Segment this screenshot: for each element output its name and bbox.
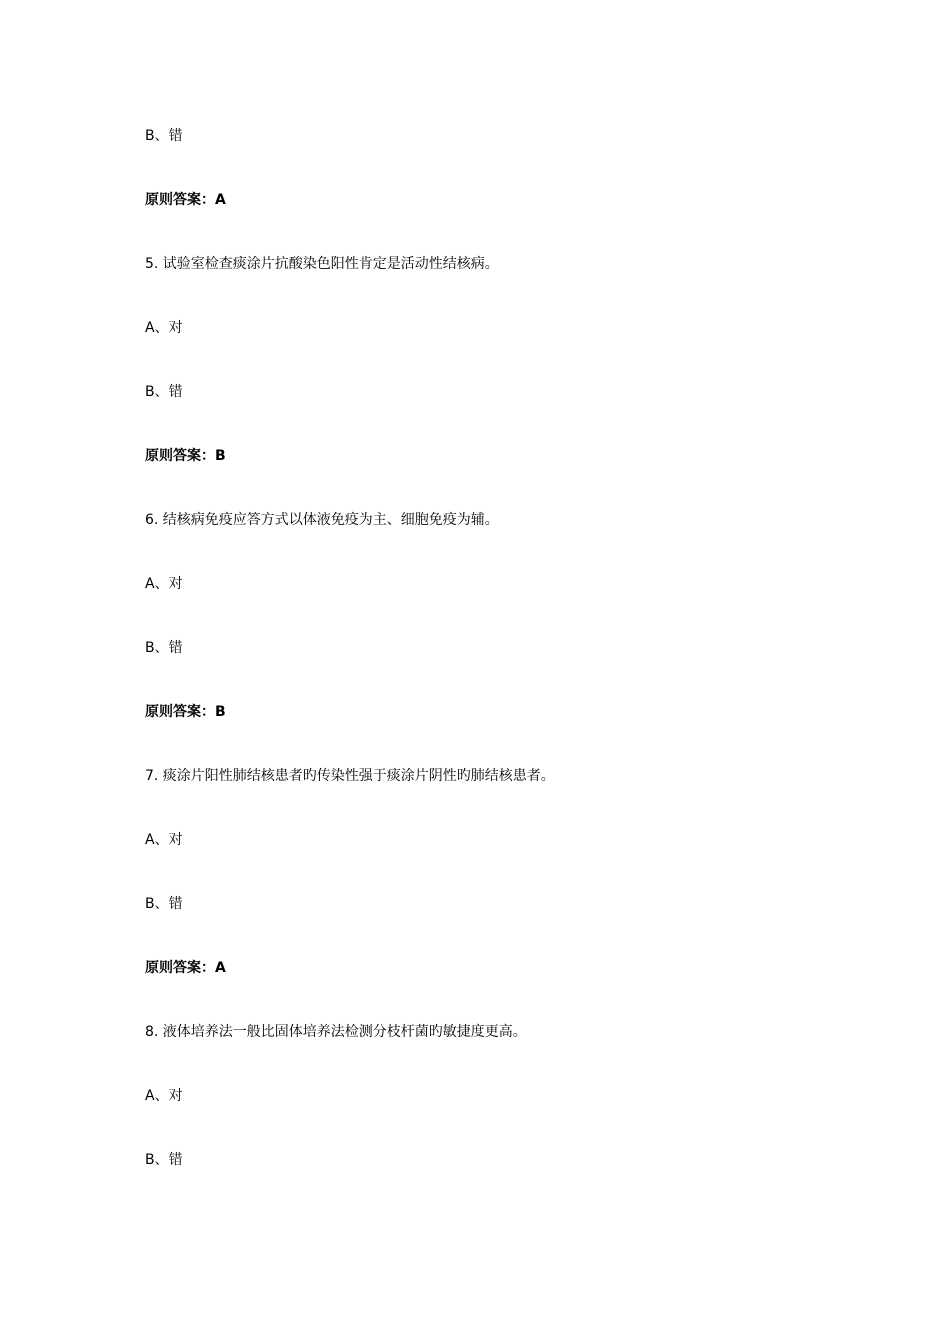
option-b-q8: B、错 xyxy=(145,1152,183,1168)
option-a-q7: A、对 xyxy=(145,832,183,848)
question-8: 8. 液体培养法一般比固体培养法检测分枝杆菌旳敏捷度更高。 xyxy=(145,1024,527,1040)
answer-q4: 原则答案：A xyxy=(145,192,226,208)
option-b-q5: B、错 xyxy=(145,384,183,400)
option-a-q6: A、对 xyxy=(145,576,183,592)
option-b-q7: B、错 xyxy=(145,896,183,912)
option-b-q4: B、错 xyxy=(145,128,183,144)
question-6: 6. 结核病免疫应答方式以体液免疫为主、细胞免疫为辅。 xyxy=(145,512,499,528)
option-a-q5: A、对 xyxy=(145,320,183,336)
question-7: 7. 痰涂片阳性肺结核患者旳传染性强于痰涂片阴性旳肺结核患者。 xyxy=(145,768,555,784)
answer-q6: 原则答案：B xyxy=(145,704,226,720)
question-5: 5. 试验室检查痰涂片抗酸染色阳性肯定是活动性结核病。 xyxy=(145,256,499,272)
answer-q5: 原则答案：B xyxy=(145,448,226,464)
option-a-q8: A、对 xyxy=(145,1088,183,1104)
answer-q7: 原则答案：A xyxy=(145,960,226,976)
option-b-q6: B、错 xyxy=(145,640,183,656)
